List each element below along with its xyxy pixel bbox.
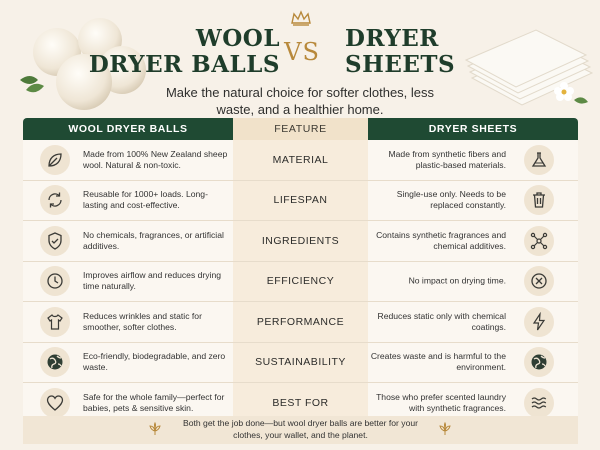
leaf-sprig-icon (437, 422, 453, 436)
globe-icon (524, 347, 554, 377)
sheet-description: Single-use only. Needs to be replaced constantly. (396, 189, 506, 211)
tshirt-icon (40, 307, 70, 337)
leaf-icon (40, 145, 70, 175)
table-row (23, 343, 578, 384)
recycle-arrows-icon (40, 185, 70, 215)
heart-icon (40, 388, 70, 418)
feature-label: BEST FOR (272, 396, 329, 409)
footer-banner (23, 416, 578, 444)
trash-icon (524, 185, 554, 215)
header-feature: FEATURE (233, 118, 368, 140)
sheet-cell (368, 181, 578, 221)
feature-cell (233, 302, 368, 342)
sheet-description: Reduces static only with chemical coatings. (377, 310, 506, 332)
table-row (23, 181, 578, 222)
sheet-description: Creates waste and is harmful to the environment. (370, 351, 506, 373)
wool-description: Reusable for 1000+ loads. Long-lasting and cost-effective. (83, 189, 208, 211)
flask-icon (524, 145, 554, 175)
wool-description: No chemicals, fragrances, or artificial additives. (83, 229, 224, 251)
shield-check-icon (40, 226, 70, 256)
header-dryer-sheets: DRYER SHEETS (368, 118, 578, 140)
leaf-sprig-icon (147, 422, 163, 436)
waves-icon (524, 388, 554, 418)
wool-cell (23, 140, 233, 180)
vs-label: VS (284, 38, 320, 66)
lightning-icon (524, 307, 554, 337)
feature-label: PERFORMANCE (256, 315, 345, 328)
footer-text: Both get the job done—but wool dryer balls are better for your clothes, your wallet, and the planet. (182, 418, 419, 440)
comparison-table (23, 118, 578, 424)
feature-cell (233, 181, 368, 221)
sheet-cell (368, 262, 578, 302)
sheet-cell (368, 343, 578, 383)
wool-cell (23, 181, 233, 221)
table-row (23, 262, 578, 303)
wool-description: Improves airflow and reduces drying time naturally. (83, 270, 222, 292)
title-wool-dryer-balls: WOOL DRYER BALLS (88, 25, 280, 78)
sheet-description: Contains synthetic fragrances and chemical additives. (376, 229, 506, 251)
x-circle-icon (524, 266, 554, 296)
wool-description: Eco-friendly, biodegradable, and zero waste. (83, 351, 226, 373)
table-row (23, 302, 578, 343)
table-header (23, 118, 578, 140)
header-wool-dryer-balls: WOOL DRYER BALLS (23, 118, 233, 140)
wool-cell (23, 302, 233, 342)
feature-label: EFFICIENCY (266, 275, 335, 288)
sheet-description: Those who prefer scented laundry with synthetic fragrances. (376, 391, 506, 413)
wool-cell (23, 221, 233, 261)
clock-icon (40, 266, 70, 296)
title-dryer-sheets: DRYER SHEETS (345, 25, 456, 78)
feature-label: LIFESPAN (273, 194, 328, 207)
feature-label: INGREDIENTS (261, 234, 340, 247)
feature-cell (233, 343, 368, 383)
molecule-icon (524, 226, 554, 256)
sheet-cell (368, 221, 578, 261)
table-row (23, 221, 578, 262)
wool-cell (23, 262, 233, 302)
feature-label: MATERIAL (272, 153, 329, 166)
sheet-cell (368, 302, 578, 342)
wool-description: Safe for the whole family—perfect for babies, pets & sensitive skin. (83, 391, 225, 413)
crown-icon (290, 10, 312, 26)
wool-description: Reduces wrinkles and static for smoother, softer clothes. (83, 310, 202, 332)
feature-cell (233, 221, 368, 261)
wool-description: Made from 100% New Zealand sheep wool. Natural & non-toxic. (83, 148, 228, 170)
sheet-description: No impact on drying time. (408, 275, 506, 286)
feature-cell (233, 140, 368, 180)
subtitle: Make the natural choice for softer clothes, less waste, and a healthier home. (165, 85, 435, 117)
sheet-cell (368, 140, 578, 180)
feature-cell (233, 262, 368, 302)
table-row (23, 140, 578, 181)
wool-cell (23, 343, 233, 383)
feature-label: SUSTAINABILITY (255, 356, 346, 369)
dryer-sheets-image (452, 18, 597, 118)
sheet-description: Made from synthetic fibers and plastic-based materials. (388, 148, 506, 170)
globe-icon (40, 347, 70, 377)
